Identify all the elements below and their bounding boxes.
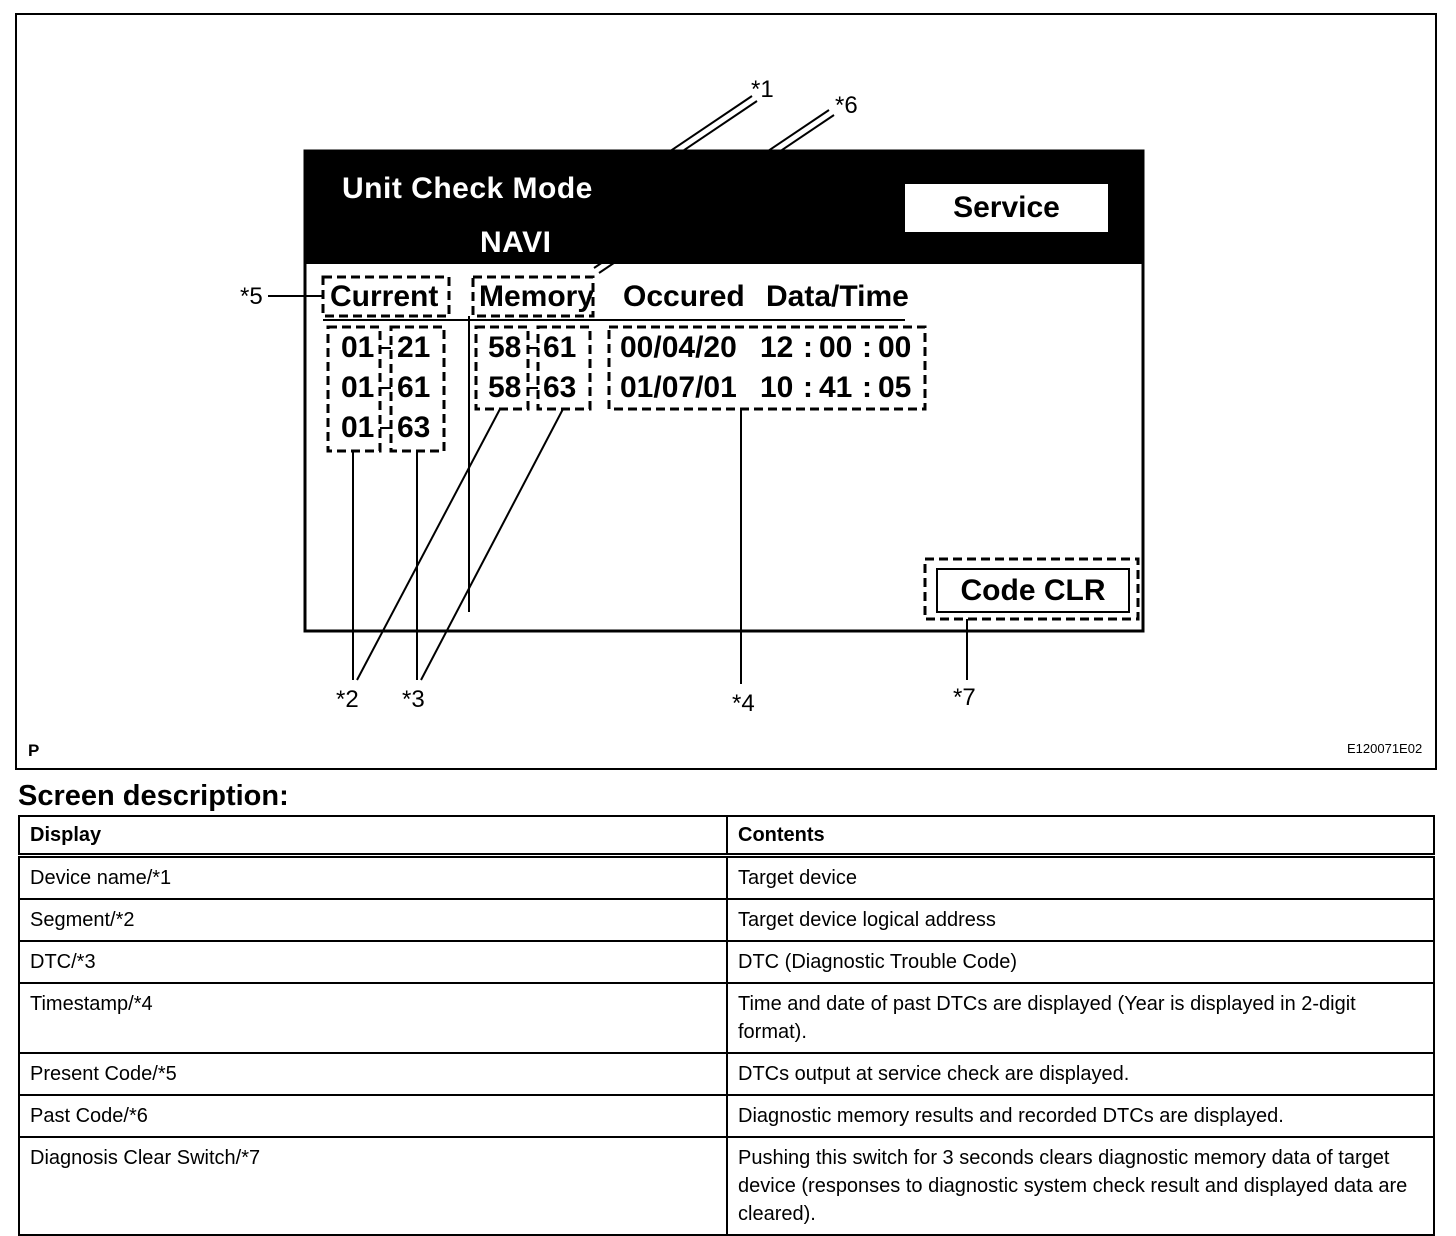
timestamp-minutes: 41 (819, 371, 853, 404)
memory-segment: 58 (488, 371, 522, 404)
timestamp-seconds: 00 (878, 331, 912, 364)
device-name: NAVI (480, 226, 552, 259)
table-row (19, 1095, 1434, 1137)
timestamp-date: 01/07/01 (620, 371, 737, 404)
callout-7: *7 (953, 684, 976, 711)
callout-4: *4 (732, 690, 755, 717)
table-row (19, 856, 1434, 900)
table-header-row (19, 816, 1434, 856)
display-cell: Past Code/*6 (19, 1095, 727, 1137)
contents-cell: Target device logical address (727, 899, 1434, 941)
table-row (19, 983, 1434, 1053)
display-cell: Device name/*1 (19, 856, 727, 900)
timestamp-hours: 10 (760, 371, 794, 404)
callout-6: *6 (835, 92, 858, 119)
current-dtc: 63 (397, 411, 431, 444)
callout-1: *1 (751, 76, 774, 103)
table-row (19, 1137, 1434, 1235)
memory-dtc: 63 (543, 371, 577, 404)
callout-2: *2 (336, 686, 359, 713)
code-clr-button[interactable]: Code CLR (936, 568, 1130, 613)
corner-letter: P (28, 741, 40, 760)
callout-3: *3 (402, 686, 425, 713)
contents-cell: DTC (Diagnostic Trouble Code) (727, 941, 1434, 983)
screen-title: Unit Check Mode (342, 172, 593, 205)
contents-cell: DTCs output at service check are displayed. (727, 1053, 1434, 1095)
display-cell: Timestamp/*4 (19, 983, 727, 1053)
section-heading: Screen description: (18, 780, 289, 812)
timestamp-date: 00/04/20 (620, 331, 737, 364)
callout-5: *5 (240, 283, 263, 310)
contents-cell: Target device (727, 856, 1434, 900)
figure-id: E120071E02 (1347, 741, 1423, 756)
table-row (19, 941, 1434, 983)
current-segment: 01 (341, 371, 375, 404)
contents-cell: Pushing this switch for 3 seconds clears diagnostic memory data of target device (responses to diagnostic system check result and displayed data are cleared). (727, 1137, 1434, 1235)
memory-dtc: 61 (543, 331, 577, 364)
display-cell: DTC/*3 (19, 941, 727, 983)
current-segment: 01 (341, 331, 375, 364)
table-row (19, 1053, 1434, 1095)
current-dtc: 61 (397, 371, 431, 404)
current-dtc: 21 (397, 331, 431, 364)
timestamp-seconds: 05 (878, 371, 912, 404)
timestamp-minutes: 00 (819, 331, 853, 364)
contents-cell: Diagnostic memory results and recorded DTCs are displayed. (727, 1095, 1434, 1137)
contents-cell: Time and date of past DTCs are displayed (Year is displayed in 2-digit format). (727, 983, 1434, 1053)
time-separator: : (862, 331, 872, 364)
table-row (19, 899, 1434, 941)
time-separator: : (803, 331, 813, 364)
occured-header: Occured (623, 280, 745, 313)
current-segment: 01 (341, 411, 375, 444)
column-header-display: Display (19, 816, 727, 856)
display-cell: Present Code/*5 (19, 1053, 727, 1095)
current-header: Current (330, 280, 439, 313)
memory-segment: 58 (488, 331, 522, 364)
time-separator: : (862, 371, 872, 404)
time-separator: : (803, 371, 813, 404)
service-button[interactable]: Service (905, 184, 1108, 232)
description-table (18, 815, 1435, 1236)
column-header-contents: Contents (727, 816, 1434, 856)
memory-header: Memory (479, 280, 595, 313)
timestamp-hours: 12 (760, 331, 794, 364)
display-cell: Segment/*2 (19, 899, 727, 941)
datetime-header: Data/Time (766, 280, 909, 313)
display-cell: Diagnosis Clear Switch/*7 (19, 1137, 727, 1235)
